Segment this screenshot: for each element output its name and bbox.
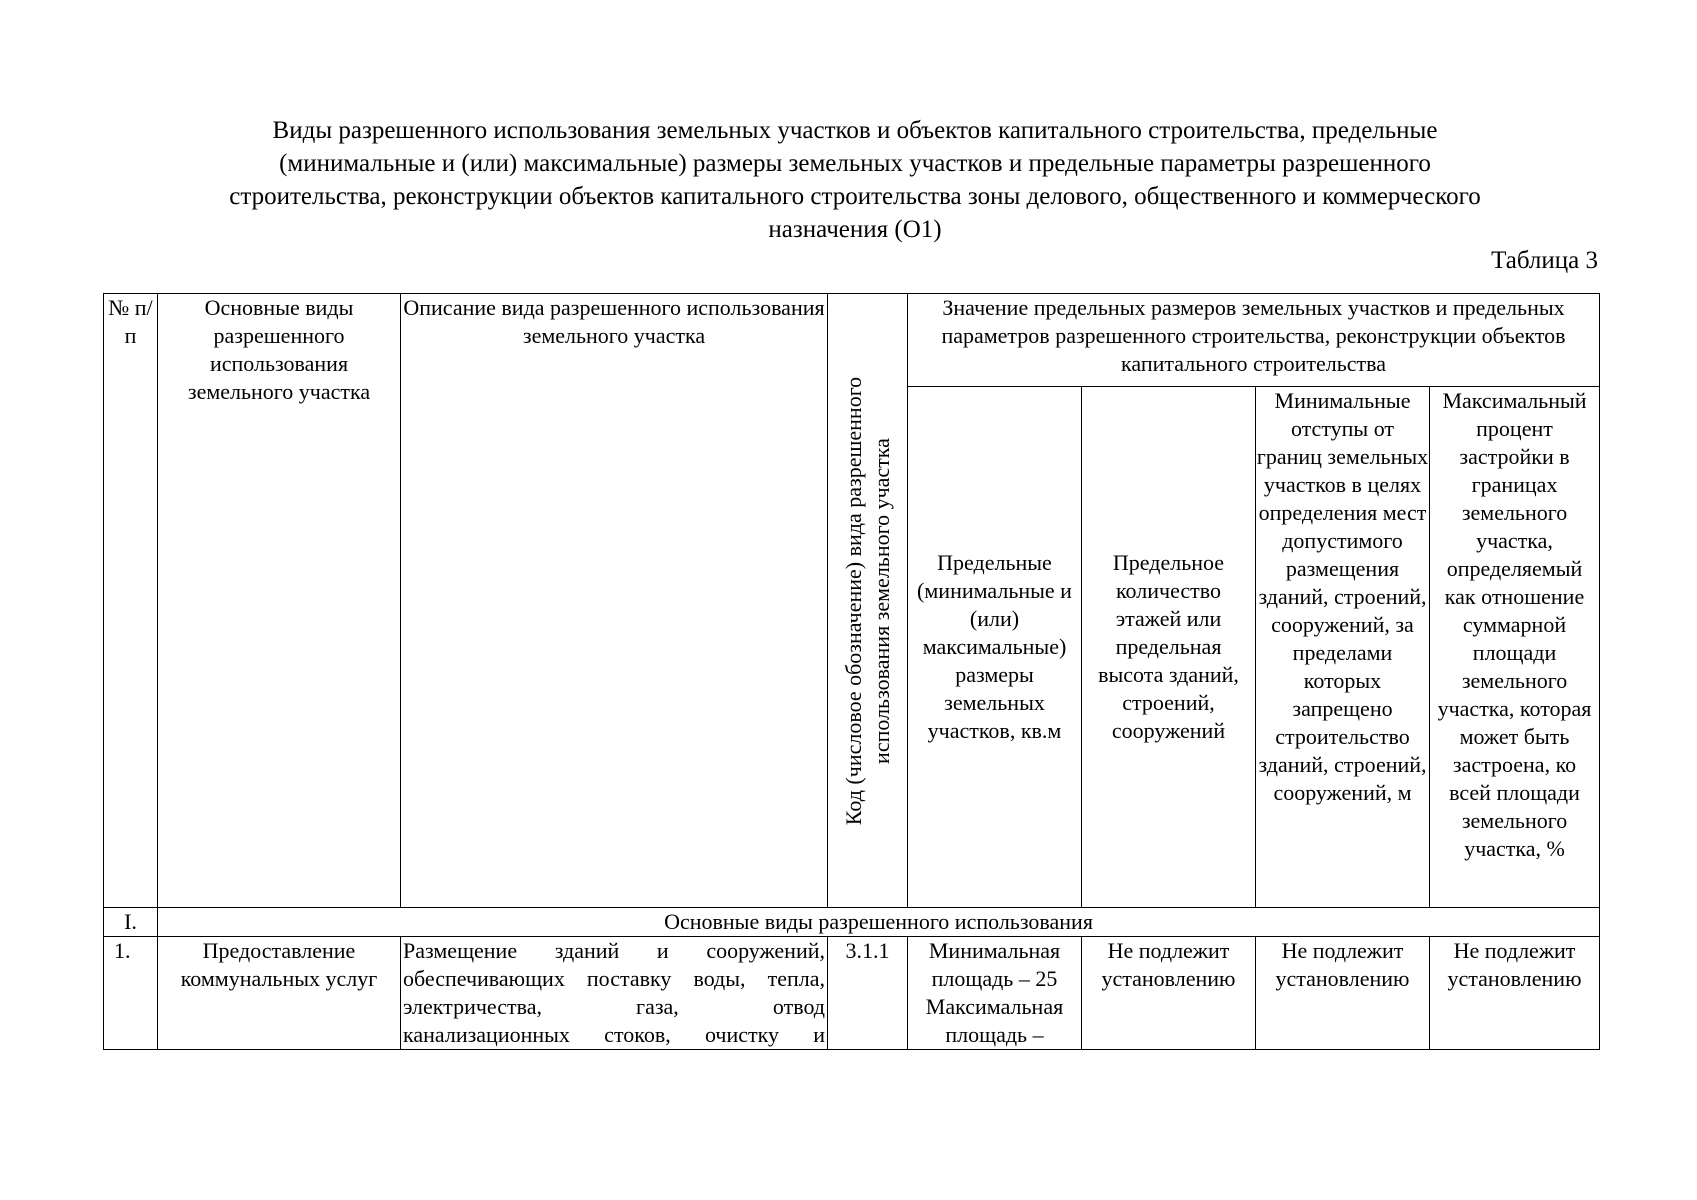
- section-label: Основные виды разрешенного использования: [158, 908, 1600, 937]
- table-caption: Таблица 3: [1491, 247, 1598, 274]
- row-num: 1.: [104, 937, 158, 1050]
- title-line-3: строительства, реконструкции объектов капитального строительства зоны делового, общественного и коммерческого: [229, 183, 1481, 210]
- header-floors: Предельное количество этажей или предельная высота зданий, строений, сооружений: [1082, 386, 1256, 907]
- row-name: Предоставление коммунальных услуг: [158, 937, 401, 1050]
- description-line-1: Размещение зданий и сооружений,: [403, 938, 825, 963]
- header-code: [828, 294, 908, 908]
- row-area: [908, 937, 1082, 1050]
- header-setbacks: Минимальные отступы от границ земельных участков в целях определения мест допустимого размещения зданий, строений, сооружений, за пределами которых запрещено строительство зданий, строений, сооружений, м: [1256, 386, 1430, 907]
- row-coverage: Не подлежит установлению: [1430, 937, 1600, 1050]
- document-title: [120, 114, 1590, 246]
- header-description: Описание вида разрешенного использования земельного участка: [401, 294, 828, 908]
- header-limits-group: Значение предельных размеров земельных участков и предельных параметров разрешенного строительства, реконструкции объектов капитального строительства: [908, 294, 1600, 387]
- area-line-3: Максимальная: [925, 994, 1064, 1019]
- title-line-2: (минимальные и (или) максимальные) размеры земельных участков и предельные параметры разрешенного: [279, 150, 1431, 177]
- description-line-3: электричества, газа, отвод: [403, 994, 825, 1019]
- header-code-text: Код (числовое обозначение) вида разрешенного использования земельного участка: [840, 376, 894, 825]
- section-row: [104, 908, 1600, 937]
- table-row: [104, 937, 1600, 1050]
- description-line-4: канализационных стоков, очистку и: [403, 1022, 825, 1047]
- area-line-4: площадь –: [945, 1022, 1044, 1047]
- title-line-1: Виды разрешенного использования земельных участков и объектов капитального строительства, предельные: [272, 117, 1438, 144]
- title-line-4: назначения (О1): [768, 216, 942, 243]
- row-code: 3.1.1: [828, 937, 908, 1050]
- row-floors: Не подлежит установлению: [1082, 937, 1256, 1050]
- header-main-types: Основные виды разрешенного использования земельного участка: [158, 294, 401, 908]
- area-line-1: Минимальная: [928, 938, 1061, 963]
- section-num: I.: [104, 908, 158, 937]
- header-coverage: Максимальный процент застройки в границах земельного участка, определяемый как отношение суммарной площади земельного участка, которая может быть застроена, ко всей площади земельного участка, %: [1430, 386, 1600, 907]
- row-setbacks: Не подлежит установлению: [1256, 937, 1430, 1050]
- row-description: [401, 937, 828, 1050]
- area-line-2: площадь – 25: [931, 966, 1058, 991]
- description-line-2: обеспечивающих поставку воды, тепла,: [403, 966, 825, 991]
- header-area: Предельные (минимальные и (или) максимальные) размеры земельных участков, кв.м: [908, 386, 1082, 907]
- header-num: № п/п: [104, 294, 158, 908]
- zoning-table: [103, 293, 1600, 1050]
- header-row-1: [104, 294, 1600, 387]
